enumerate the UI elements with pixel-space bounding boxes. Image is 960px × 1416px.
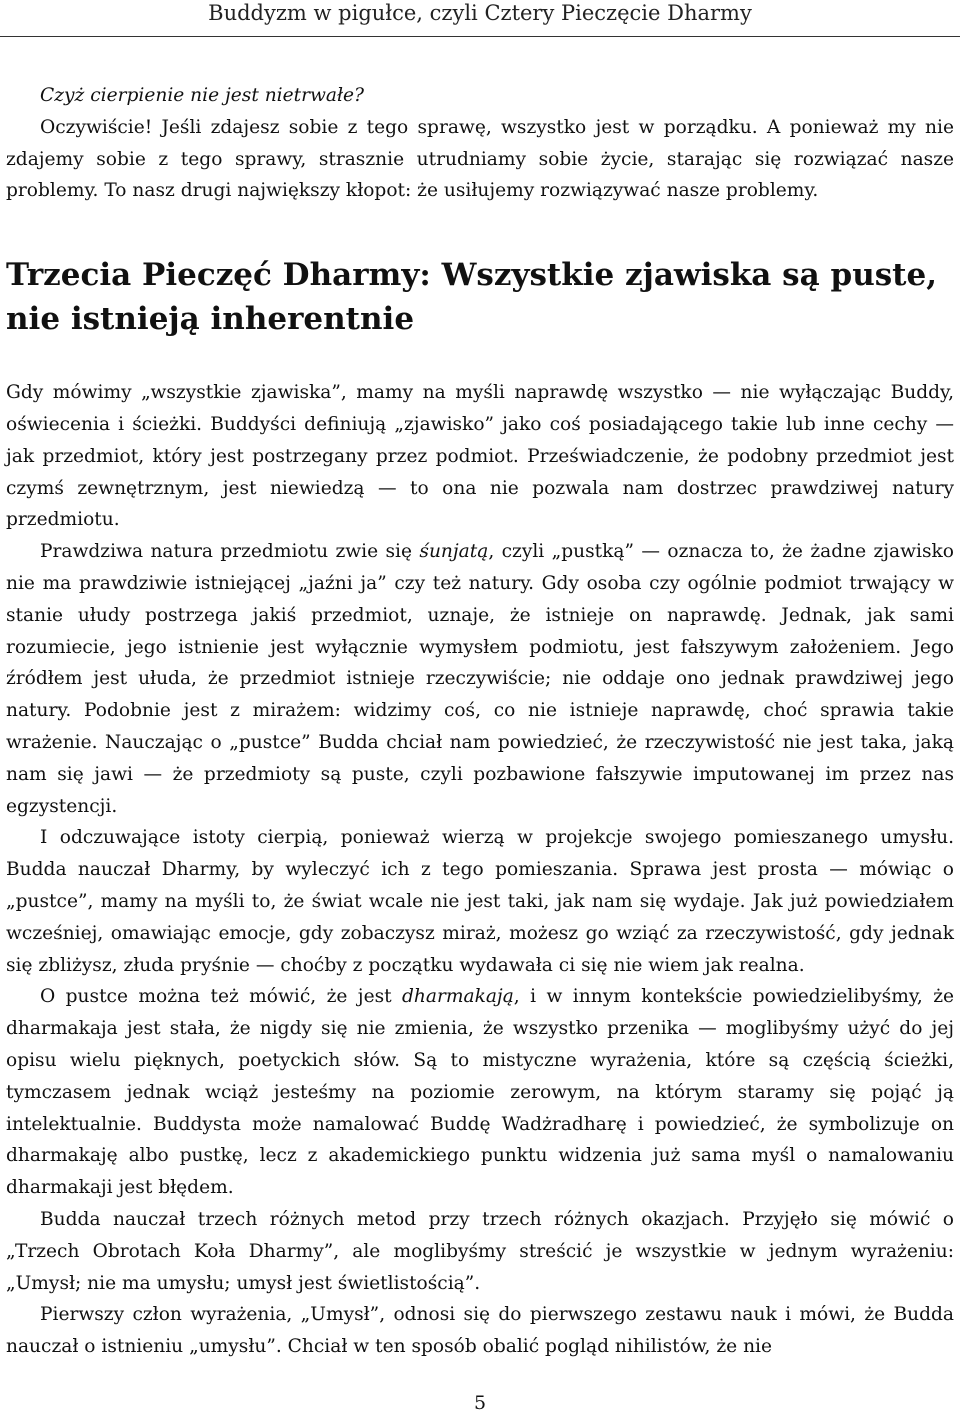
paragraph-5: Budda nauczał trzech różnych metod przy trzech różnych okazjach. Przyjęło się mówić o „Trzech Obrotach Koła Dharmy”, ale moglibyśmy streścić je wszystkie w jednym wyrażeniu: „Umysł; nie ma umysłu; umysł jest świetlistością”. xyxy=(6,1208,954,1294)
paragraph-4-rest: , i w innym kontekście powiedzielibyśmy, że dharmakaja jest stała, że nigdy się nie zmienia, że wszystko przenika — moglibyśmy użyć do jej opisu wielu pięknych, poetyckich słów. Są to mistyczne wyrażenia, które są częścią ścieżki, tymczasem jednak wciąż jesteśmy na poziomie zerowym, na którym staramy się pojąć ją intelektualnie. Buddysta może namalować Buddę Wadżradharę i powiedzieć, że symbolizuje on dharmakaję albo pustkę, lecz z akademickiego punktu widzenia już sama myśl o namalowaniu dharmakaji jest błędem. xyxy=(6,986,955,1199)
page-number: 5 xyxy=(473,1392,487,1414)
paragraph-4-start: O pustce można też mówić, że jest xyxy=(40,986,403,1008)
intro-answer: Oczywiście! Jeśli zdajesz sobie z tego sprawę, wszystko jest w porządku. A ponieważ my nie zdajemy sobie z tego sprawy, strasznie utrudniamy sobie życie, starając się rozwiązać nasze problemy. To nasz drugi największy kłopot: że usiłujemy rozwiązywać nasze problemy. xyxy=(6,116,954,202)
running-head: Buddyzm w pigułce, czyli Cztery Pieczęcie Dharmy xyxy=(208,1,752,25)
intro-question: Czyż cierpienie nie jest nietrwałe? xyxy=(40,85,364,106)
section-heading: Trzecia Pieczęć Dharmy: Wszystkie zjawiska są puste, nie istnieją inherentnie xyxy=(6,257,938,338)
term-sunjata: śunjatą xyxy=(419,541,489,563)
paragraph-3: I odczuwające istoty cierpią, ponieważ wierzą w projekcje swojego pomieszanego umysłu. Budda nauczał Dharmy, by wyleczyć ich z tego pomieszania. Sprawa jest prosta — mówiąc o „pustce”, mamy na myśli to, że świat wcale nie jest taki, jak nam się wydaje. Jak już powiedziałem wcześniej, omawiając emocje, gdy zobaczysz miraż, możesz go wziąć za rzeczywistość, gdy jednak się zbliżysz, złuda pryśnie — choćby z początku wydawała ci się nie wiem jak realna. xyxy=(6,827,954,976)
paragraph-1: Gdy mówimy „wszystkie zjawiska”, mamy na myśli naprawdę wszystko — nie wyłączając Buddy, oświecenia i ścieżki. Buddyści definiują „zjawisko” jako coś posiadającego takie lub inne cechy — jak przedmiot, który jest postrzegany przez podmiot. Przeświadczenie, że podobny przedmiot jest czymś zewnętrznym, jest niewiedzą — to ona nie pozwala nam dostrzec prawdziwej natury przedmiotu. xyxy=(6,382,954,531)
paragraph-4 xyxy=(6,981,954,1204)
paragraph-6: Pierwszy człon wyrażenia, „Umysł”, odnosi się do pierwszego zestawu nauk i mówi, że Budda nauczał o istnieniu „umysłu”. Chciał w ten sposób obalić pogląd nihilistów, że nie xyxy=(6,1304,954,1358)
page-body xyxy=(6,80,954,1363)
term-dharmakaja: dharmakają xyxy=(402,986,514,1008)
paragraph-2 xyxy=(6,536,954,822)
paragraph-2-rest: , czyli „pustką” — oznacza to, że żadne zjawisko nie ma prawdziwie istniejącej „jaźni ja” czy też natury. Gdy osoba czy ogólnie podmiot trwający w stanie ułudy postrzega jakiś przedmiot, uznaje, że istnieje on naprawdę. Jednak, jak sami rozumiecie, jego istnienie jest wyłącznie wymysłem podmiotu, jest fałszywym założeniem. Jego źródłem jest ułuda, że przedmiot istnieje rzeczywiście; nie oddaje ono jednak prawdziwej jego natury. Podobnie jest z mirażem: widzimy coś, co nie istnieje naprawdę, choć sprawia takie wrażenie. Nauczając o „pustce” Budda chciał nam powiedzieć, że rzeczywistość nie jest taka, jaką nam się jawi — że przedmioty są puste, czyli pozbawione fałszywie imputowanej im przez nas egzystencji. xyxy=(6,541,955,817)
header-rule xyxy=(0,36,960,37)
paragraph-2-start: Prawdziwa natura przedmiotu zwie się xyxy=(40,541,420,563)
